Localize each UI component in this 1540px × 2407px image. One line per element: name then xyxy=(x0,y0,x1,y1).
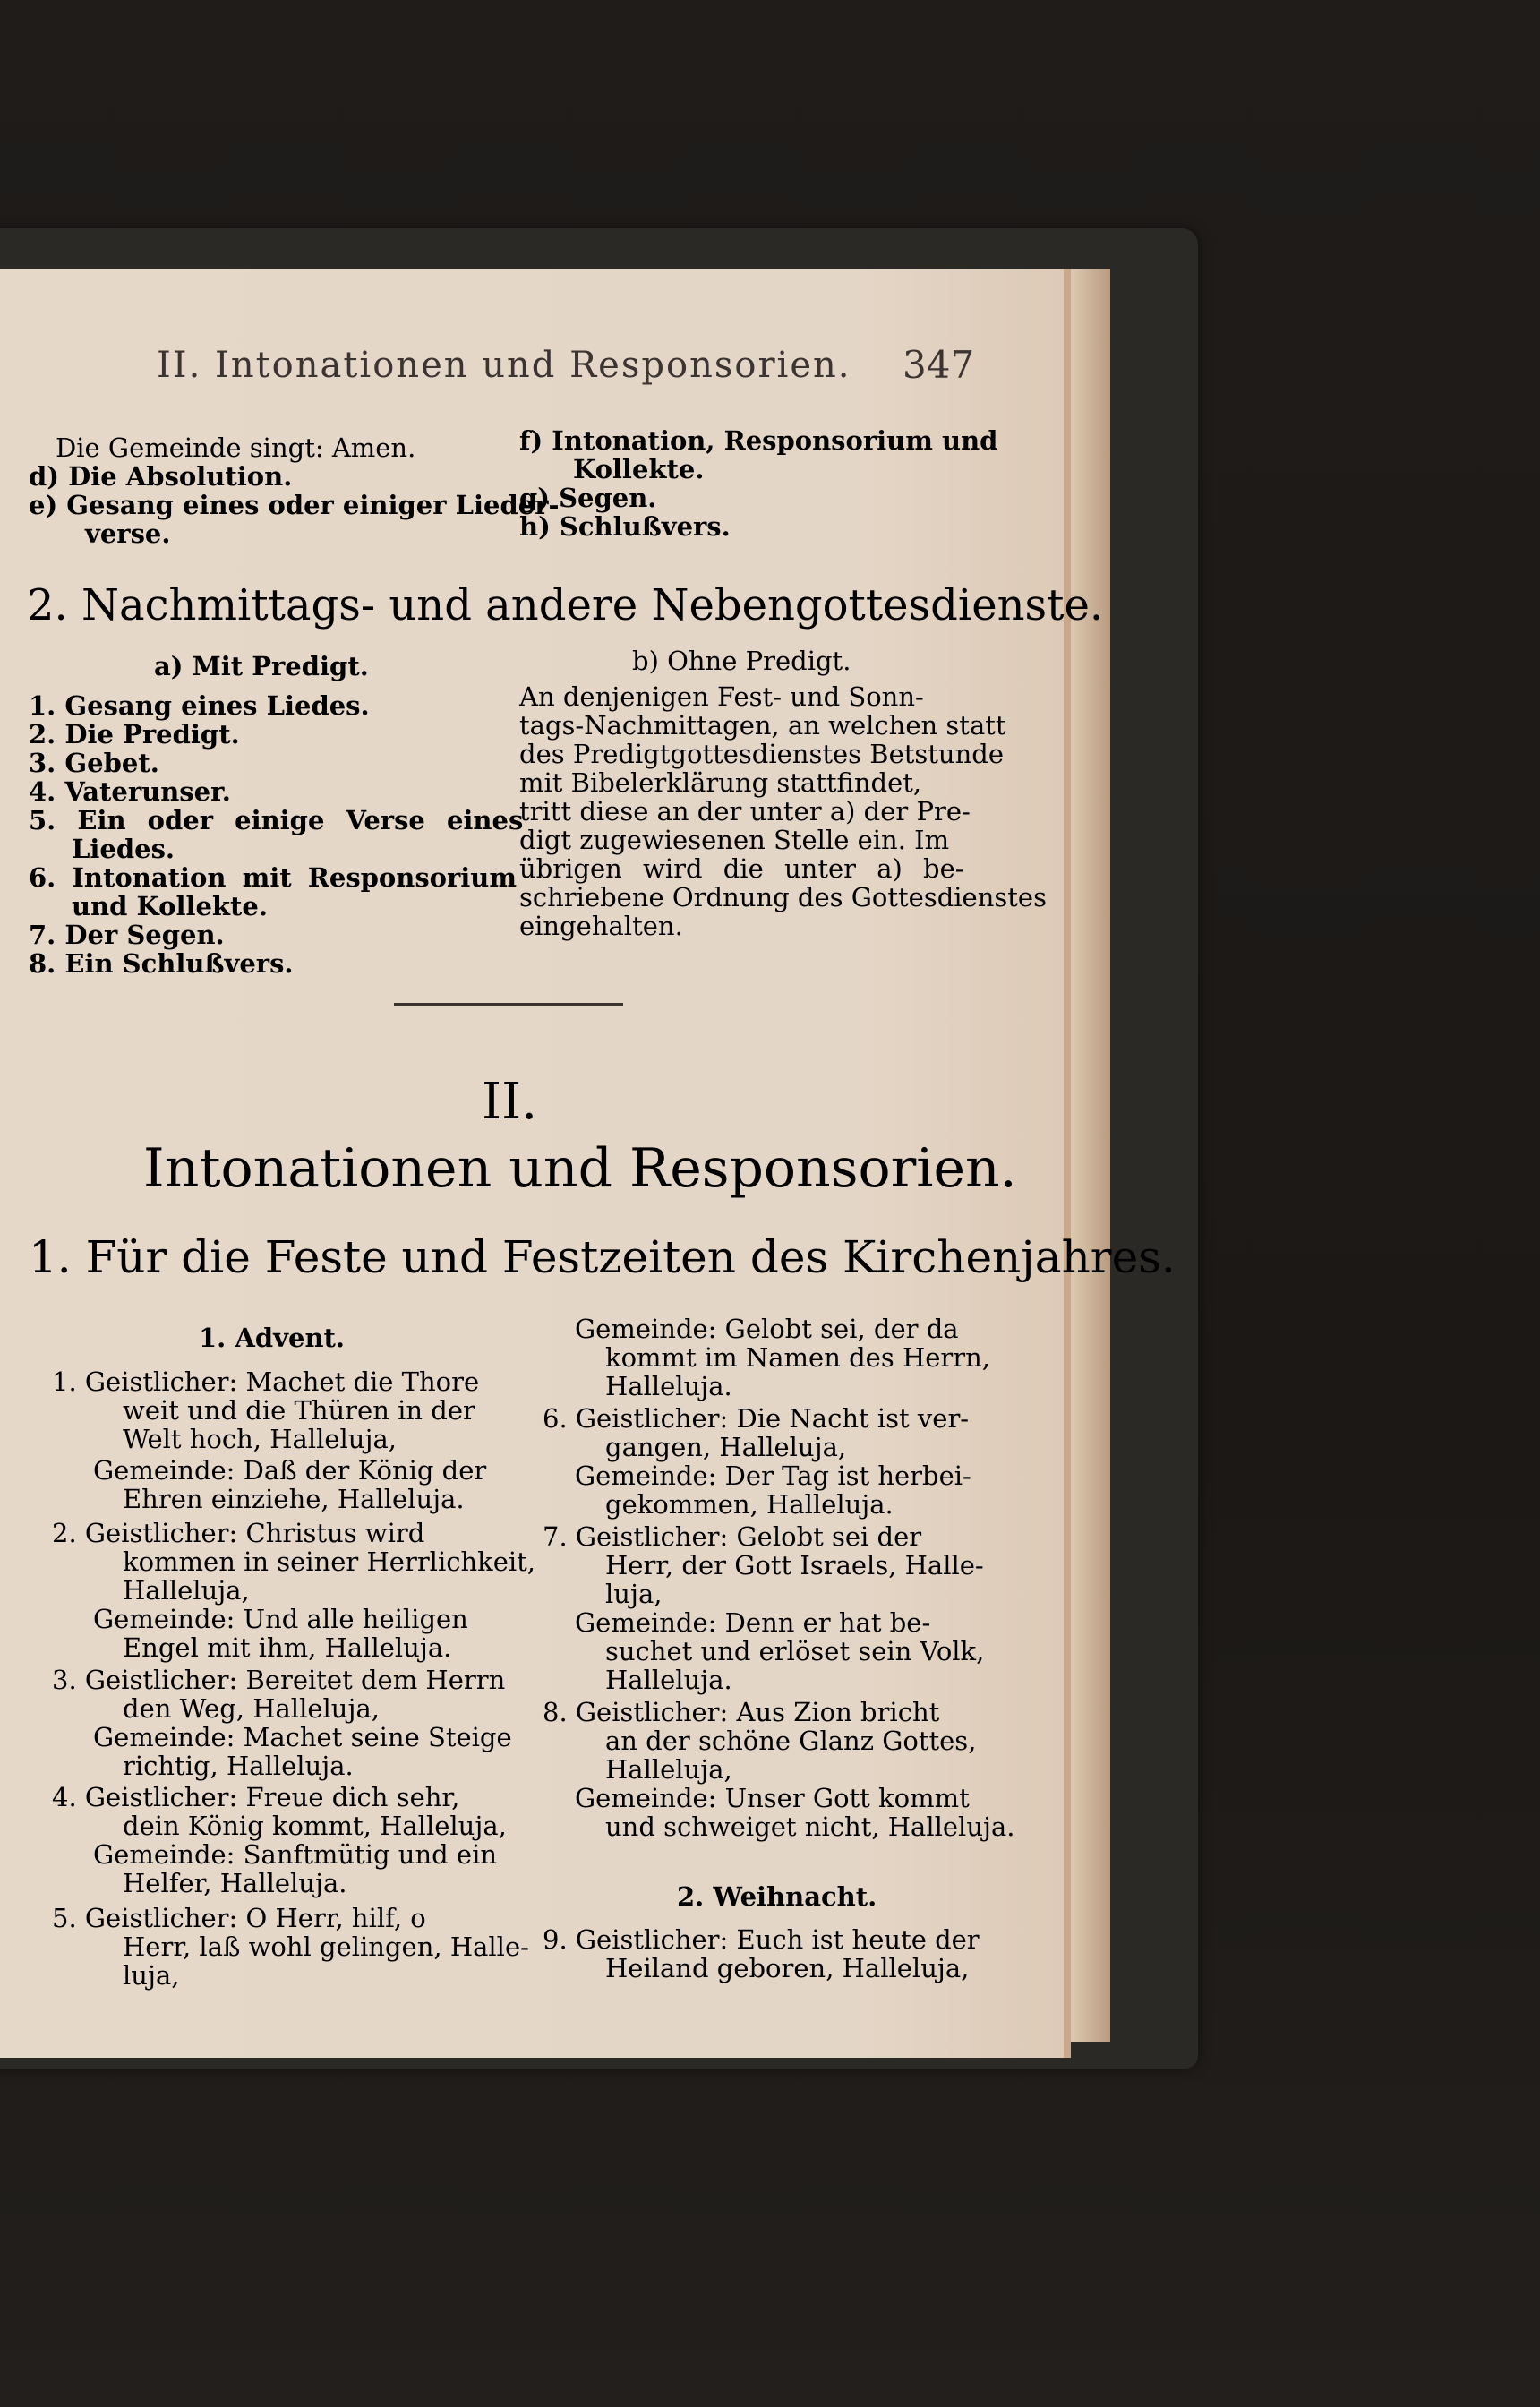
text-line: Halleluja. xyxy=(605,1371,732,1401)
page-number: 347 xyxy=(903,343,975,387)
text-line: schriebene Ordnung des Gottesdienstes xyxy=(519,882,1047,912)
text-line: suchet und erlöset sein Volk, xyxy=(605,1636,985,1666)
text-line: Helfer, Halleluja. xyxy=(123,1868,347,1898)
page-edge xyxy=(1064,269,1071,2058)
list-item: 7. Der Segen. xyxy=(29,920,225,950)
text-line: gekommen, Halleluja. xyxy=(605,1489,894,1520)
text-line: An denjenigen Fest- und Sonn- xyxy=(519,681,924,712)
text-line: des Predigtgottesdienstes Betstunde xyxy=(519,739,1005,769)
list-item: 5. Ein oder einige Verse eines xyxy=(29,805,524,835)
list-item: 3. Gebet. xyxy=(29,748,159,778)
text-line: f) Intonation, Responsorium und xyxy=(519,425,998,456)
text-line: 4. Geistlicher: Freue dich sehr, xyxy=(52,1782,460,1812)
list-item: und Kollekte. xyxy=(72,891,268,921)
text-line: g) Segen. xyxy=(519,483,657,513)
text-line: e) Gesang eines oder einiger Lieder- xyxy=(29,490,560,520)
running-title: II. Intonationen und Responsorien. xyxy=(157,345,851,386)
text-line: Welt hoch, Halleluja, xyxy=(123,1424,397,1454)
text-line: übrigen wird die unter a) be- xyxy=(519,853,964,884)
text-line: an der schöne Glanz Gottes, xyxy=(605,1726,977,1756)
list-item: 8. Ein Schlußvers. xyxy=(29,948,294,979)
list-item: Liedes. xyxy=(72,834,175,864)
text-line: den Weg, Halleluja, xyxy=(123,1693,380,1724)
text-line: kommt im Namen des Herrn, xyxy=(605,1342,991,1373)
text-line: 1. Geistlicher: Machet die Thore xyxy=(52,1366,480,1397)
list-item: 4. Vaterunser. xyxy=(29,776,231,807)
text-line: d) Die Absolution. xyxy=(29,461,293,492)
list-item: 1. Gesang eines Liedes. xyxy=(29,690,370,721)
text-line: eingehalten. xyxy=(519,911,683,941)
text-line: tritt diese an der unter a) der Pre- xyxy=(519,796,971,827)
text-line: Gemeinde: Der Tag ist herbei- xyxy=(575,1460,971,1491)
list-item: 2. Die Predigt. xyxy=(29,719,240,750)
text-line: h) Schlußvers. xyxy=(519,511,731,542)
subheading: 2. Weihnacht. xyxy=(677,1881,877,1912)
text-line: 9. Geistlicher: Euch ist heute der xyxy=(543,1924,980,1955)
divider-rule xyxy=(394,1003,623,1006)
text-line: luja, xyxy=(123,1960,180,1991)
text-line: 8. Geistlicher: Aus Zion bricht xyxy=(543,1697,940,1727)
text-line: Engel mit ihm, Halleluja. xyxy=(123,1632,452,1663)
chapter-title: 1. Für die Feste und Festzeiten des Kirchenjahres. xyxy=(29,1231,1176,1283)
text-line: Ehren einziehe, Halleluja. xyxy=(123,1484,465,1514)
text-line: Herr, laß wohl gelingen, Halle- xyxy=(123,1932,529,1962)
part-number: II. xyxy=(482,1073,538,1131)
text-line: Gemeinde: Denn er hat be- xyxy=(575,1607,931,1638)
text-line: und schweiget nicht, Halleluja. xyxy=(605,1812,1015,1842)
text-line: luja, xyxy=(605,1579,663,1609)
text-line: Herr, der Gott Israels, Halle- xyxy=(605,1550,984,1580)
text-line: richtig, Halleluja. xyxy=(123,1751,354,1781)
text-line: 5. Geistlicher: O Herr, hilf, o xyxy=(52,1903,426,1933)
text-line: Gemeinde: Machet seine Steige xyxy=(93,1722,512,1752)
text-line: Die Gemeinde singt: Amen. xyxy=(56,433,416,463)
subheading: b) Ohne Predigt. xyxy=(632,646,851,676)
text-line: Halleluja. xyxy=(605,1665,732,1695)
subheading: 1. Advent. xyxy=(199,1323,346,1353)
text-line: mit Bibelerklärung stattfindet, xyxy=(519,767,922,798)
text-line: Heiland geboren, Halleluja, xyxy=(605,1953,970,1983)
text-line: tags-Nachmittagen, an welchen statt xyxy=(519,710,1006,741)
text-line: Halleluja, xyxy=(605,1754,732,1785)
text-line: Gemeinde: Und alle heiligen xyxy=(93,1604,468,1634)
text-line: verse. xyxy=(85,518,171,549)
list-item: 6. Intonation mit Responsorium xyxy=(29,862,518,893)
text-line: 6. Geistlicher: Die Nacht ist ver- xyxy=(543,1403,970,1434)
text-line: dein König kommt, Halleluja, xyxy=(123,1811,507,1841)
text-line: Gemeinde: Unser Gott kommt xyxy=(575,1783,970,1813)
text-line: Halleluja, xyxy=(123,1575,250,1606)
text-line: 3. Geistlicher: Bereitet dem Herrn xyxy=(52,1665,506,1695)
text-line: weit und die Thüren in der xyxy=(123,1395,475,1426)
part-title: Intonationen und Responsorien. xyxy=(143,1137,1017,1200)
text-line: gangen, Halleluja, xyxy=(605,1432,847,1462)
text-line: kommen in seiner Herrlichkeit, xyxy=(123,1546,536,1577)
text-line: Kollekte. xyxy=(573,454,705,484)
text-line: digt zugewiesenen Stelle ein. Im xyxy=(519,825,950,855)
subheading: a) Mit Predigt. xyxy=(154,651,369,681)
text-line: Gemeinde: Daß der König der xyxy=(93,1455,487,1486)
text-line: Gemeinde: Sanftmütig und ein xyxy=(93,1839,498,1870)
section-title: 2. Nachmittags- und andere Nebengottesdienste. xyxy=(27,580,1104,630)
text-line: 2. Geistlicher: Christus wird xyxy=(52,1518,425,1548)
text-line: Gemeinde: Gelobt sei, der da xyxy=(575,1314,959,1344)
text-line: 7. Geistlicher: Gelobt sei der xyxy=(543,1521,922,1552)
